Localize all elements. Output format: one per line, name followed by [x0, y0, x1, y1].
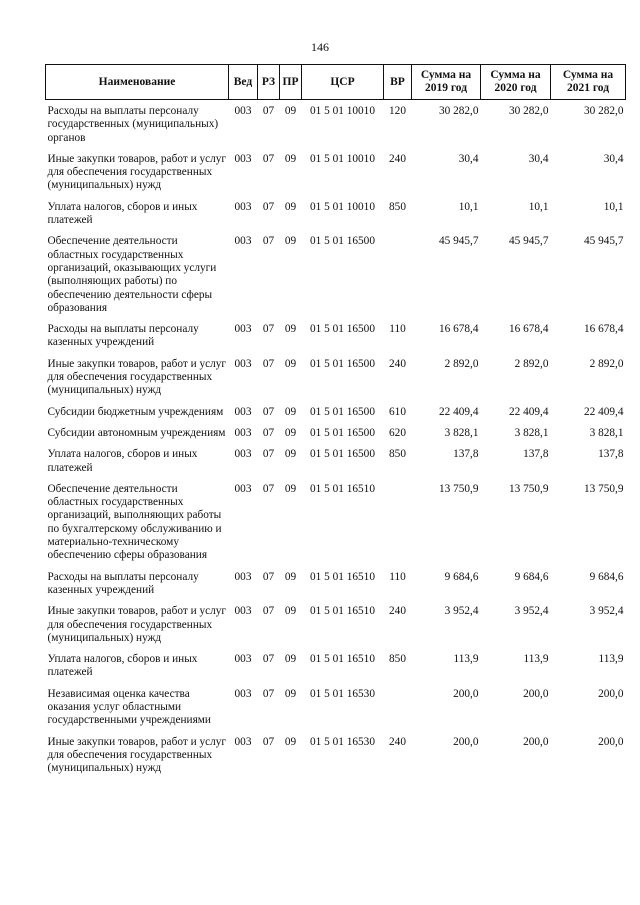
table-row [46, 100, 626, 153]
ved-cell: 003 [234, 687, 252, 700]
table-header-row [46, 65, 626, 100]
rz-cell: 07 [262, 482, 275, 495]
header-rz: РЗ [258, 65, 280, 100]
table-row [46, 653, 626, 688]
rz-cell: 07 [262, 105, 275, 117]
pr-cell: 09 [284, 482, 297, 495]
rz-cell: 07 [262, 152, 275, 165]
table-row [46, 201, 626, 236]
csr-cell: 01 5 01 16530 [310, 735, 375, 748]
sum-2021-cell: 45 945,7 [583, 235, 624, 248]
sum-2019-cell: 200,0 [453, 687, 479, 700]
pr-cell: 09 [284, 570, 297, 583]
table-row [46, 736, 626, 784]
sum-2019-cell: 13 750,9 [438, 482, 479, 495]
name-cell: Субсидии автономным учреждениям [47, 426, 226, 439]
table-row [46, 235, 626, 323]
pr-cell: 09 [284, 357, 297, 370]
csr-cell: 01 5 01 16500 [310, 235, 375, 248]
rz-cell: 07 [262, 570, 275, 583]
sum-2020-cell: 3 828,1 [514, 426, 549, 439]
pr-cell: 09 [284, 448, 297, 461]
rz-cell: 07 [262, 735, 275, 748]
vr-cell: 240 [389, 357, 406, 370]
sum-2021-cell: 30 282,0 [583, 105, 624, 117]
sum-2020-cell: 30,4 [528, 152, 549, 165]
pr-cell: 09 [284, 653, 297, 666]
table-row [46, 483, 626, 571]
sum-2021-cell: 22 409,4 [583, 405, 624, 418]
sum-2021-cell: 3 828,1 [589, 426, 624, 439]
vr-cell: 850 [389, 200, 406, 213]
name-cell: Обеспечение деятельности областных государственных организаций, выполняющих работы по бухгалтерскому обслуживанию и материально-техническому обеспечению сферы образования [47, 482, 222, 562]
vr-cell: 610 [389, 405, 406, 418]
ved-cell: 003 [234, 152, 252, 165]
sum-2021-cell: 13 750,9 [583, 482, 624, 495]
sum-2019-cell: 30,4 [458, 152, 479, 165]
name-cell: Расходы на выплаты персоналу казенных учреждений [47, 323, 199, 349]
csr-cell: 01 5 01 10010 [310, 200, 375, 213]
pr-cell: 09 [284, 426, 297, 439]
header-csr: ЦСР [302, 65, 384, 100]
sum-2021-cell: 200,0 [598, 735, 624, 748]
csr-cell: 01 5 01 16500 [310, 323, 375, 336]
rz-cell: 07 [262, 357, 275, 370]
ved-cell: 003 [234, 570, 252, 583]
ved-cell: 003 [234, 200, 252, 213]
vr-cell [384, 688, 412, 736]
table-row [46, 688, 626, 736]
sum-2019-cell: 10,1 [458, 200, 479, 213]
sum-2019-cell: 22 409,4 [438, 405, 479, 418]
name-cell: Субсидии бюджетным учреждениям [47, 405, 224, 418]
sum-2020-cell: 137,8 [523, 448, 549, 461]
sum-2019-cell: 3 952,4 [444, 605, 479, 618]
pr-cell: 09 [284, 605, 297, 618]
name-cell: Обеспечение деятельности областных государственных организаций, оказывающих услуги (выполняющих работы) по обеспечению деятельности сферы образования [47, 235, 217, 314]
name-cell: Иные закупки товаров, работ и услуг для обеспечения государственных (муниципальных) нужд [47, 605, 227, 644]
header-name: Наименование [46, 65, 229, 100]
sum-2020-cell: 16 678,4 [508, 323, 549, 336]
rz-cell: 07 [262, 323, 275, 336]
vr-cell: 120 [389, 105, 406, 117]
csr-cell: 01 5 01 16500 [310, 357, 375, 370]
sum-2020-cell: 30 282,0 [508, 105, 549, 117]
pr-cell: 09 [284, 735, 297, 748]
sum-2019-cell: 9 684,6 [444, 570, 479, 583]
vr-cell [384, 483, 412, 571]
sum-2020-cell: 113,9 [523, 653, 549, 666]
ved-cell: 003 [234, 405, 252, 418]
sum-2021-cell: 9 684,6 [589, 570, 624, 583]
vr-cell: 240 [389, 735, 406, 748]
ved-cell: 003 [234, 482, 252, 495]
csr-cell: 01 5 01 16500 [310, 405, 375, 418]
csr-cell: 01 5 01 10010 [310, 152, 375, 165]
table-row [46, 448, 626, 483]
sum-2019-cell: 2 892,0 [444, 357, 479, 370]
name-cell: Независимая оценка качества оказания услуг областными государственными учреждениями [47, 687, 211, 727]
sum-2021-cell: 3 952,4 [589, 605, 624, 618]
name-cell: Уплата налогов, сборов и иных платежей [47, 653, 198, 679]
name-cell: Расходы на выплаты персоналу государственных (муниципальных) органов [47, 105, 219, 144]
csr-cell: 01 5 01 10010 [310, 105, 375, 117]
budget-table [45, 64, 626, 783]
csr-cell: 01 5 01 16510 [310, 605, 375, 618]
table-row [46, 323, 626, 358]
sum-2021-cell: 10,1 [603, 200, 624, 213]
ved-cell: 003 [234, 357, 252, 370]
pr-cell: 09 [284, 152, 297, 165]
rz-cell: 07 [262, 200, 275, 213]
table-row [46, 427, 626, 448]
csr-cell: 01 5 01 16510 [310, 653, 375, 666]
pr-cell: 09 [284, 323, 297, 336]
vr-cell: 240 [389, 605, 406, 618]
vr-cell [384, 235, 412, 323]
rz-cell: 07 [262, 426, 275, 439]
rz-cell: 07 [262, 448, 275, 461]
sum-2021-cell: 16 678,4 [583, 323, 624, 336]
csr-cell: 01 5 01 16500 [310, 448, 375, 461]
csr-cell: 01 5 01 16510 [310, 482, 375, 495]
table-row [46, 358, 626, 406]
table-row [46, 605, 626, 653]
vr-cell: 620 [389, 426, 406, 439]
table-row [46, 571, 626, 606]
csr-cell: 01 5 01 16530 [310, 687, 375, 700]
sum-2020-cell: 10,1 [528, 200, 549, 213]
pr-cell: 09 [284, 405, 297, 418]
sum-2020-cell: 200,0 [523, 735, 549, 748]
sum-2019-cell: 45 945,7 [438, 235, 479, 248]
sum-2021-cell: 137,8 [598, 448, 624, 461]
name-cell: Иные закупки товаров, работ и услуг для обеспечения государственных (муниципальных) нужд [47, 152, 227, 192]
table-row [46, 153, 626, 201]
sum-2019-cell: 137,8 [453, 448, 479, 461]
pr-cell: 09 [284, 687, 297, 700]
sum-2021-cell: 113,9 [598, 653, 624, 666]
sum-2020-cell: 9 684,6 [514, 570, 549, 583]
sum-2021-cell: 200,0 [598, 687, 624, 700]
sum-2020-cell: 200,0 [523, 687, 549, 700]
header-sum-2019: Сумма на 2019 год [412, 65, 481, 100]
vr-cell: 110 [389, 570, 406, 583]
csr-cell: 01 5 01 16510 [310, 570, 375, 583]
page-number: 146 [311, 40, 329, 54]
vr-cell: 850 [389, 448, 406, 461]
name-cell: Иные закупки товаров, работ и услуг для обеспечения государственных (муниципальных) нужд [47, 735, 227, 775]
vr-cell: 110 [389, 323, 406, 336]
rz-cell: 07 [262, 235, 275, 248]
header-ved: Вед [229, 65, 258, 100]
header-vr: ВР [384, 65, 412, 100]
rz-cell: 07 [262, 605, 275, 618]
name-cell: Уплата налогов, сборов и иных платежей [47, 200, 198, 227]
vr-cell: 850 [389, 653, 406, 666]
sum-2020-cell: 45 945,7 [508, 235, 549, 248]
sum-2019-cell: 200,0 [453, 735, 479, 748]
sum-2019-cell: 113,9 [453, 653, 479, 666]
pr-cell: 09 [284, 200, 297, 213]
sum-2020-cell: 3 952,4 [514, 605, 549, 618]
ved-cell: 003 [234, 653, 252, 666]
vr-cell: 240 [389, 152, 406, 165]
name-cell: Иные закупки товаров, работ и услуг для обеспечения государственных (муниципальных) нужд [47, 357, 227, 397]
ved-cell: 003 [234, 235, 252, 248]
sum-2021-cell: 30,4 [603, 152, 624, 165]
rz-cell: 07 [262, 687, 275, 700]
sum-2019-cell: 3 828,1 [444, 426, 479, 439]
table-row [46, 406, 626, 427]
pr-cell: 09 [284, 105, 297, 117]
table-body [46, 100, 626, 784]
sum-2019-cell: 30 282,0 [438, 105, 479, 117]
ved-cell: 003 [234, 605, 252, 618]
sum-2019-cell: 16 678,4 [438, 323, 479, 336]
header-pr: ПР [280, 65, 302, 100]
name-cell: Уплата налогов, сборов и иных платежей [47, 448, 198, 474]
sum-2020-cell: 22 409,4 [508, 405, 549, 418]
ved-cell: 003 [234, 426, 252, 439]
pr-cell: 09 [284, 235, 297, 248]
sum-2021-cell: 2 892,0 [589, 357, 624, 370]
sum-2020-cell: 2 892,0 [514, 357, 549, 370]
csr-cell: 01 5 01 16500 [310, 426, 375, 439]
rz-cell: 07 [262, 405, 275, 418]
ved-cell: 003 [234, 323, 252, 336]
header-sum-2021: Сумма на 2021 год [551, 65, 626, 100]
ved-cell: 003 [234, 735, 252, 748]
header-sum-2020: Сумма на 2020 год [481, 65, 551, 100]
rz-cell: 07 [262, 653, 275, 666]
ved-cell: 003 [234, 105, 252, 117]
sum-2020-cell: 13 750,9 [508, 482, 549, 495]
name-cell: Расходы на выплаты персоналу казенных учреждений [47, 570, 199, 596]
ved-cell: 003 [234, 448, 252, 461]
